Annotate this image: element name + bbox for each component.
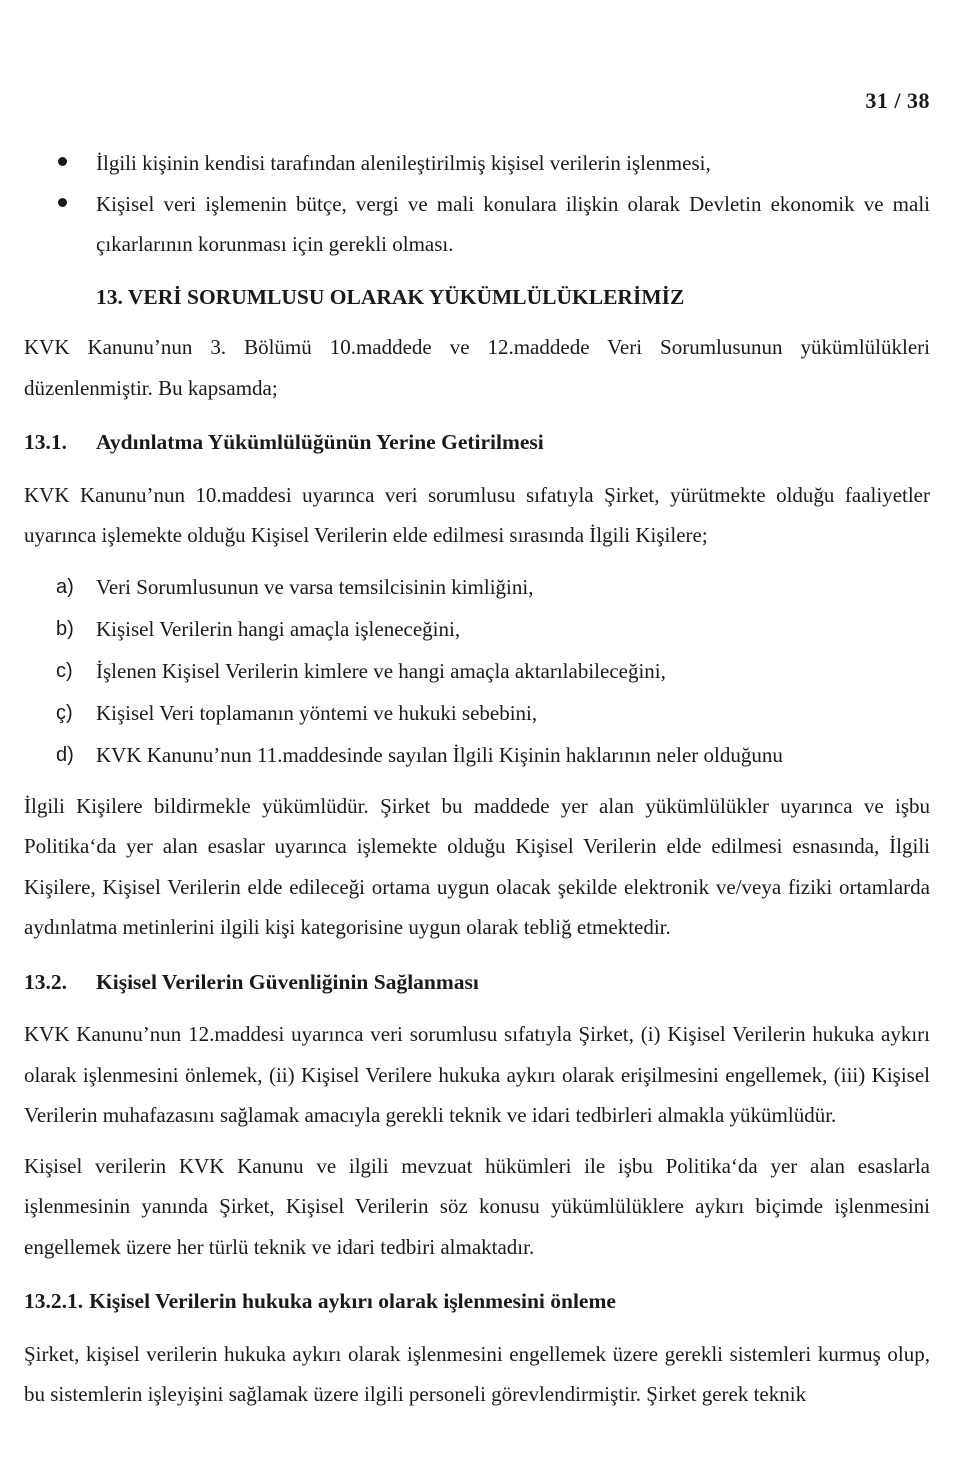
bullet-text: Kişisel veri işlemenin bütçe, vergi ve mali konulara ilişkin olarak Devletin ekonomik ve mali çıkarlarının korunması için gerekli olması. xyxy=(96,191,930,256)
list-letter: ç) xyxy=(56,701,73,724)
section-number: 13.1. xyxy=(24,430,67,454)
lettered-list xyxy=(24,566,930,776)
list-text: Kişisel Verilerin hangi amaçla işleneceğini, xyxy=(96,616,461,641)
section-number: 13.2. xyxy=(24,969,67,994)
section-title: Aydınlatma Yükümlülüğünün Yerine Getirilmesi xyxy=(96,430,544,454)
list-item xyxy=(24,692,930,734)
list-item xyxy=(24,608,930,650)
list-item xyxy=(24,734,930,776)
section-13-2-heading xyxy=(24,962,930,1003)
section-title: Kişisel Verilerin hukuka aykırı olarak işlenmesini önleme xyxy=(89,1289,616,1313)
section-13-2-paragraph: Kişisel verilerin KVK Kanunu ve ilgili mevzuat hükümleri ile işbu Politika‘da yer alan esaslarla işlenmesinin yanında Şirket, Kişisel Verilerin söz konusu yükümlülüklere aykırı biçimde işlenmesini engellemek üzere her türlü teknik ve idari tedbiri almaktadır. xyxy=(24,1153,930,1259)
section-13-heading: 13. VERİ SORUMLUSU OLARAK YÜKÜMLÜLÜKLERİMİZ xyxy=(96,284,685,309)
list-item xyxy=(24,566,930,608)
list-item xyxy=(24,650,930,692)
list-text: Veri Sorumlusunun ve varsa temsilcisinin kimliğini, xyxy=(96,574,534,599)
list-letter: c) xyxy=(56,659,73,682)
bullet-text: İlgili kişinin kendisi tarafından alenileştirilmiş kişisel verilerin işlenmesi, xyxy=(96,151,711,175)
list-text: Kişisel Veri toplamanın yöntemi ve hukuki sebebini, xyxy=(96,700,538,725)
section-13-2-paragraph: KVK Kanunu’nun 12.maddesi uyarınca veri sorumlusu sıfatıyla Şirket, (i) Kişisel Verilerin hukuka aykırı olarak işlenmesini önlemek, (ii) Kişisel Verilere hukuka aykırı olarak erişilmesini engellemek, (iii) Kişisel Verilerin muhafazasını sağlamak amacıyla gerekli teknik ve idari tedbirleri almakla yükümlüdür. xyxy=(24,1022,930,1127)
section-13-2-1-heading xyxy=(24,1281,930,1322)
section-number: 13.2.1. xyxy=(24,1289,84,1313)
section-13-2-1-paragraph: Şirket, kişisel verilerin hukuka aykırı olarak işlenmesini engellemek üzere gerekli sistemleri kurmuş olup, bu sistemlerin işleyişini sağlamak üzere ilgili personeli görevlendirmiştir. Şirket gerek teknik xyxy=(24,1341,930,1406)
section-13-1-heading xyxy=(24,422,930,463)
page-content xyxy=(24,143,930,1415)
page-number: 31 / 38 xyxy=(865,88,930,113)
section-title: Kişisel Verilerin Güvenliğinin Sağlanması xyxy=(96,969,479,994)
list-letter: b) xyxy=(56,617,74,640)
list-letter: d) xyxy=(56,743,74,766)
bullet-list xyxy=(24,143,930,265)
section-13-1-intro: KVK Kanunu’nun 10.maddesi uyarınca veri sorumlusu sıfatıyla Şirket, yürütmekte olduğu faaliyetler uyarınca işlemekte olduğu Kişisel Verilerin elde edilmesi sırasında İlgili Kişilere; xyxy=(24,482,930,547)
list-text: İşlenen Kişisel Verilerin kimlere ve hangi amaçla aktarılabileceğini, xyxy=(96,658,666,683)
bullet-item xyxy=(24,184,930,265)
section-13-1-closing: İlgili Kişilere bildirmekle yükümlüdür. Şirket bu maddede yer alan yükümlülükler uyarınca ve işbu Politika‘da yer alan esaslar uyarınca işlemekte olduğu Kişisel Verilerin elde edilmesi esnasında, İlgili Kişilere, Kişisel Verilerin elde edileceği ortama uygun olacak şekilde elektronik ve/veya fiziki ortamlarda aydınlatma metinlerini ilgili kişi kategorisine uygun olarak tebliğ etmektedir. xyxy=(24,793,930,939)
list-letter: a) xyxy=(56,575,74,598)
section-13-intro: KVK Kanunu’nun 3. Bölümü 10.maddede ve 12.maddede Veri Sorumlusunun yükümlülükleri düzenlenmiştir. Bu kapsamda; xyxy=(24,335,930,400)
bullet-icon xyxy=(58,157,67,166)
bullet-icon xyxy=(58,198,67,207)
list-text: KVK Kanunu’nun 11.maddesinde sayılan İlgili Kişinin haklarının neler olduğunu xyxy=(96,742,783,767)
bullet-item xyxy=(24,143,930,184)
